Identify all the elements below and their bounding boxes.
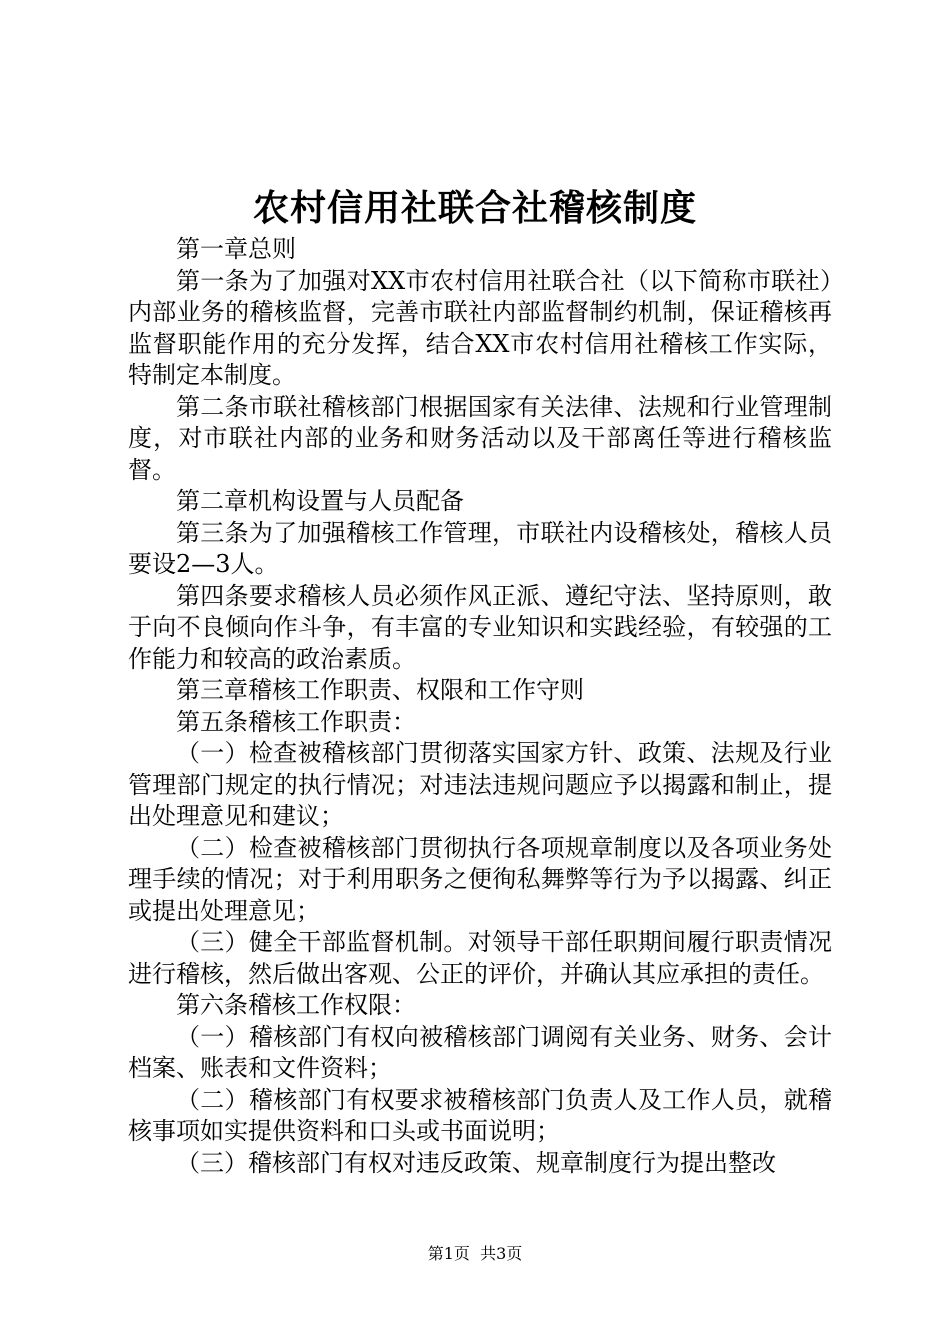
article-paragraph: 第一条为了加强对XX市农村信用社联合社（以下简称市联社）内部业务的稽核监督，完善市联社内部监督制约机制，保证稽核再监督职能作用的充分发挥，结合XX市农村信用社稽核工作实际，特制定本制度。 bbox=[128, 266, 832, 389]
chapter-heading: 第三章稽核工作职责、权限和工作守则 bbox=[176, 676, 584, 704]
list-item-paragraph: （三）稽核部门有权对违反政策、规章制度行为提出整改 bbox=[176, 1148, 776, 1177]
current-page-label: 第1页 bbox=[427, 1244, 470, 1263]
list-item-paragraph: （一）稽核部门有权向被稽核部门调阅有关业务、财务、会计档案、账表和文件资料； bbox=[128, 1022, 832, 1082]
total-pages-label: 共3页 bbox=[480, 1244, 523, 1263]
list-item-paragraph: （一）检查被稽核部门贯彻落实国家方针、政策、法规及行业管理部门规定的执行情况；对违法违规问题应予以揭露和制止，提出处理意见和建议； bbox=[128, 739, 832, 830]
article-paragraph: 第四条要求稽核人员必须作风正派、遵纪守法、坚持原则，敢于向不良倾向作斗争，有丰富的专业知识和实践经验，有较强的工作能力和较高的政治素质。 bbox=[128, 581, 832, 673]
list-item-paragraph: （三）健全干部监督机制。对领导干部任职期间履行职责情况进行稽核，然后做出客观、公正的评价，并确认其应承担的责任。 bbox=[128, 928, 832, 988]
article-paragraph: 第二条市联社稽核部门根据国家有关法律、法规和行业管理制度，对市联社内部的业务和财务活动以及干部离任等进行稽核监督。 bbox=[128, 392, 832, 484]
chapter-heading: 第一章总则 bbox=[176, 235, 296, 263]
document-title: 农村信用社联合社稽核制度 bbox=[252, 187, 697, 229]
article-paragraph: 第六条稽核工作权限： bbox=[176, 991, 416, 1019]
chapter-heading: 第二章机构设置与人员配备 bbox=[176, 487, 464, 515]
page-footer bbox=[0, 1242, 950, 1266]
list-item-paragraph: （二）检查被稽核部门贯彻执行各项规章制度以及各项业务处理手续的情况；对于利用职务之便徇私舞弊等行为予以揭露、纠正或提出处理意见； bbox=[128, 833, 832, 925]
list-item-paragraph: （二）稽核部门有权要求被稽核部门负责人及工作人员，就稽核事项如实提供资料和口头或书面说明； bbox=[128, 1085, 832, 1145]
article-paragraph: 第三条为了加强稽核工作管理，市联社内设稽核处，稽核人员要设2—3人。 bbox=[128, 518, 832, 578]
document-body bbox=[128, 234, 832, 1179]
footer-separator bbox=[470, 1244, 480, 1263]
article-paragraph: 第五条稽核工作职责： bbox=[176, 707, 416, 736]
